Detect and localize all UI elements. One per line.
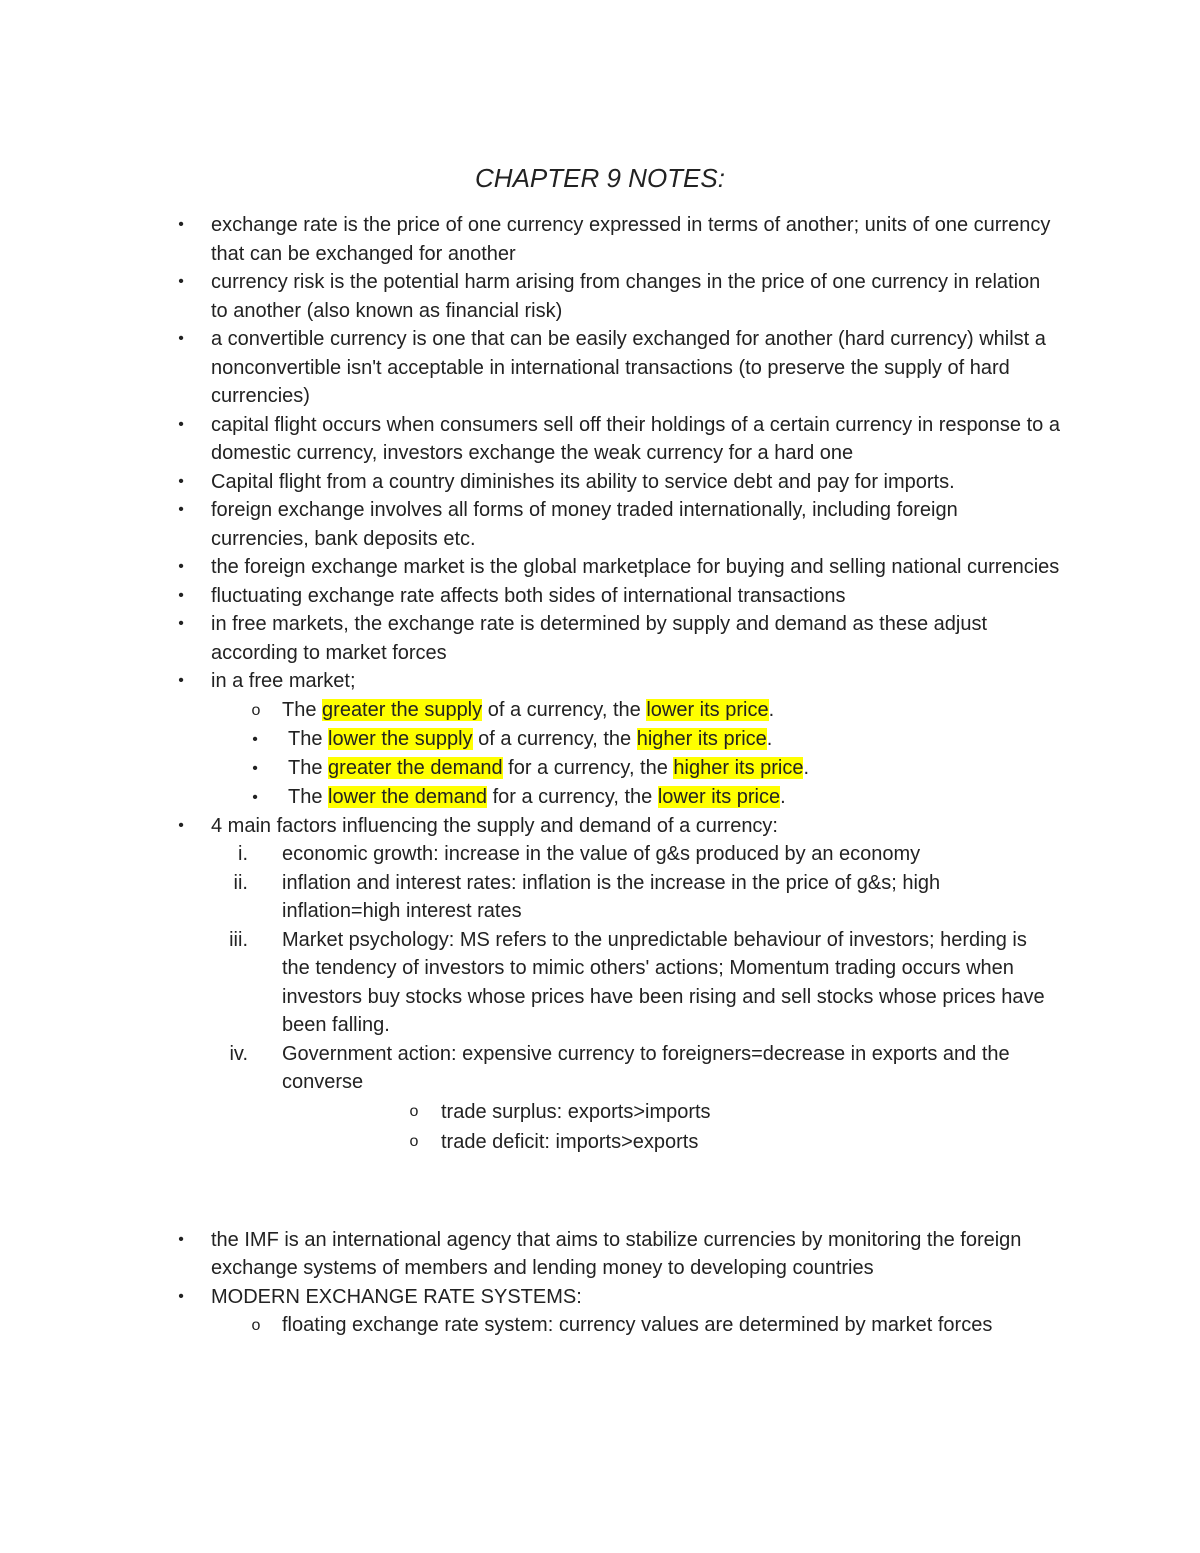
- bullet-icon: •: [178, 415, 184, 433]
- list-item: [0, 211, 1200, 268]
- blank-space: [0, 1157, 1200, 1226]
- list-item: [0, 268, 1200, 325]
- list-item: [0, 1283, 1200, 1312]
- circle-bullet-icon: o: [409, 1132, 419, 1150]
- circle-bullet-icon: o: [409, 1102, 419, 1120]
- bullet-icon: •: [252, 759, 258, 777]
- roman-numeral: iv.: [229, 1042, 248, 1065]
- bullet-icon: •: [178, 586, 184, 604]
- highlight: lower the supply: [328, 727, 473, 750]
- list-item: [0, 610, 1200, 667]
- list-item-text: in a free market;: [211, 670, 356, 692]
- bullet-icon: •: [178, 330, 184, 347]
- list-item: [0, 812, 1200, 841]
- list-item-text: in free markets, the exchange rate is determined by supply and demand as these adjust according to market forces: [211, 613, 988, 664]
- bullet-icon: •: [178, 1230, 184, 1248]
- list-item-text: the foreign exchange market is the global marketplace for buying and selling national currencies: [211, 556, 1060, 578]
- highlight: lower the demand: [328, 785, 488, 808]
- list-item: [0, 325, 1200, 411]
- list-item: [0, 496, 1200, 553]
- rule-item: • The greater the demand for a currency, the higher its price.: [0, 754, 1200, 783]
- bullet-icon: •: [178, 615, 184, 632]
- list-item: [0, 553, 1200, 582]
- bullet-icon: •: [178, 1287, 184, 1305]
- trade-item: o trade deficit: imports>exports: [0, 1127, 1200, 1157]
- list-item-text: exchange rate is the price of one currency expressed in terms of another; units of one currency that can be exchanged for another: [211, 214, 1051, 265]
- list-item-text: a convertible currency is one that can be easily exchanged for another (hard currency) whilst a nonconvertible isn't acceptable in international transactions (to preserve the supply of hard currencies): [211, 328, 1046, 407]
- highlight: greater the supply: [322, 698, 483, 721]
- bullet-icon: •: [178, 501, 184, 518]
- trade-item: o trade surplus: exports>imports: [0, 1097, 1200, 1127]
- bullet-icon: •: [178, 672, 184, 689]
- circle-bullet-icon: o: [251, 701, 261, 719]
- list-item: [0, 411, 1200, 468]
- notes-list: [0, 211, 1200, 1340]
- list-item-text: Capital flight from a country diminishes its ability to service debt and pay for imports.: [211, 470, 955, 493]
- factor-item: ii. inflation and interest rates: inflation is the increase in the price of g&s; high inflation=high interest rates: [0, 869, 1200, 926]
- factor-item: iii. Market psychology: MS refers to the unpredictable behaviour of investors; herding is the tendency of investors to mimic others' actions; Momentum trading occurs when investors buy stocks whose prices have been rising and sell stocks whose prices have been falling.: [0, 926, 1200, 1040]
- roman-numeral: iii.: [229, 928, 248, 951]
- factor-item: iv. Government action: expensive currency to foreigners=decrease in exports and the converse: [0, 1040, 1200, 1097]
- bullet-icon: •: [178, 558, 184, 575]
- bullet-icon: •: [178, 273, 184, 290]
- list-item-text: currency risk is the potential harm arising from changes in the price of one currency in relation to another (also known as financial risk): [211, 271, 1041, 322]
- list-item-text: MODERN EXCHANGE RATE SYSTEMS:: [211, 1285, 582, 1308]
- system-item: o floating exchange rate system: currency values are determined by market forces: [0, 1311, 1200, 1340]
- highlight: lower its price: [657, 785, 781, 808]
- list-item: [0, 1226, 1200, 1283]
- list-item-text: capital flight occurs when consumers sell off their holdings of a certain currency in response to a domestic currency, investors exchange the weak currency for a hard one: [211, 413, 1060, 464]
- bullet-icon: •: [252, 730, 258, 748]
- list-item-text: fluctuating exchange rate affects both sides of international transactions: [211, 584, 846, 607]
- highlight: higher its price: [636, 727, 767, 750]
- rule-item: • The lower the supply of a currency, the higher its price.: [0, 725, 1200, 754]
- list-item: [0, 667, 1200, 696]
- circle-bullet-icon: o: [251, 1317, 261, 1334]
- bullet-icon: •: [178, 216, 184, 233]
- list-item: [0, 582, 1200, 611]
- factors-heading: 4 main factors influencing the supply and demand of a currency:: [211, 814, 778, 837]
- highlight: lower its price: [646, 698, 769, 721]
- bullet-icon: •: [178, 816, 184, 834]
- highlight: greater the demand: [328, 756, 503, 779]
- rule-item: • The lower the demand for a currency, the lower its price.: [0, 783, 1200, 812]
- bullet-icon: •: [178, 472, 184, 490]
- list-item-text: foreign exchange involves all forms of money traded internationally, including foreign currencies, bank deposits etc.: [211, 499, 958, 550]
- list-item-text: the IMF is an international agency that aims to stabilize currencies by monitoring the foreign exchange systems of members and lending money to developing countries: [211, 1228, 1022, 1279]
- factor-item: i. economic growth: increase in the value of g&s produced by an economy: [0, 840, 1200, 869]
- list-item: [0, 468, 1200, 497]
- roman-numeral: i.: [238, 843, 248, 865]
- page-title: CHAPTER 9 NOTES:: [475, 163, 725, 193]
- bullet-icon: •: [252, 788, 258, 806]
- rule-item: o The greater the supply of a currency, the lower its price.: [0, 696, 1200, 725]
- roman-numeral: ii.: [233, 871, 248, 894]
- highlight: higher its price: [673, 756, 804, 779]
